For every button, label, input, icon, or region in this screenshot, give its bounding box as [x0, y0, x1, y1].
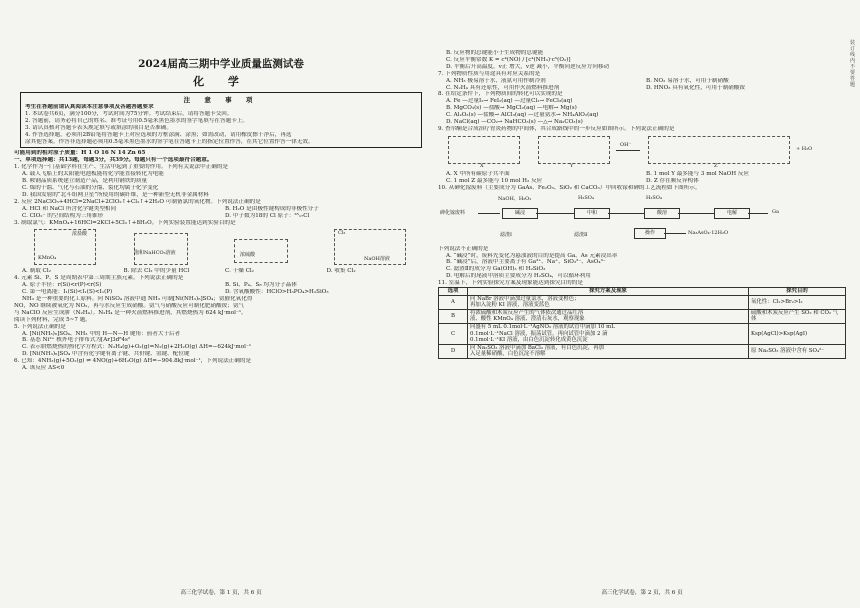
- table-cell: [468, 344, 749, 358]
- reading-instruction: 阅读下列材料，完成 5~7 题。: [14, 316, 91, 323]
- table-cell: 原 Na₂SO₃ 溶液中含有 SO₄²⁻: [749, 344, 846, 358]
- flow-arrow: [678, 213, 714, 214]
- option: B. 鞍钢品质系统建立制造产品，是利用钢铁的质量: [22, 178, 148, 185]
- molecule-label: Z: [714, 162, 718, 169]
- option: B. 反应物的总键能小于生成物的总键能: [446, 50, 544, 56]
- flow-step-operation: 操作: [634, 228, 666, 239]
- flow-residue: 滤渣Ⅱ: [574, 231, 588, 238]
- table-cell: C: [439, 324, 468, 345]
- option: D. 含氧酸酸性：HClO>H₃PO₄>H₂SiO₃: [225, 289, 329, 296]
- table-cell: [468, 295, 749, 309]
- question-10: 10. 从砷化镓废料（主要成分为 GaAs、Fe₂O₃、SiO₂ 和 CaCO₃）中回收镓和砷的工艺流程如下图所示。: [438, 184, 701, 191]
- atomic-masses: 可能用到的相对原子质量：H 1 O 16 N 14 Zn 65: [14, 150, 146, 157]
- option: C. 1 mol Z 最多能与 10 mol H₂ 反应: [446, 177, 543, 184]
- option: B. 1 mol Y 最多能与 3 mol NaOH 反应: [646, 170, 750, 177]
- question-7: 7. 下列物质性质与用途具有对应关系的是: [438, 70, 541, 77]
- question-11: 11. 室温下，下列实验探究方案及现象能达到探究目的的是: [438, 280, 583, 287]
- fig-label: KMnO₄: [38, 255, 57, 262]
- cell-line: 向 NaBr 溶液中滴加过量氯水，溶液变橙色；: [470, 295, 580, 302]
- process-flowchart: [438, 193, 846, 245]
- table-cell: A: [439, 295, 468, 309]
- option: D. [Ni(NH₃)₆]SO₄ 中含有化学键有离子键、共价键、氢键、配位键: [22, 351, 190, 358]
- fig-label: Cl₂: [338, 230, 346, 237]
- question-8: 8. 在给定条件下，下列物质间的转化可以实现的是: [438, 91, 563, 98]
- molecule-z-image: [648, 136, 790, 164]
- flow-residue: 滤渣Ⅰ: [500, 231, 512, 238]
- table-header-row: [439, 288, 846, 296]
- reaction-condition: OH⁻: [620, 141, 632, 148]
- option: D. Z 存在顺反异构体: [646, 177, 699, 184]
- molecule-x-image: [448, 136, 520, 164]
- notice-item: 涂其他答案。作答非选择题必须用0.5毫米黑色墨水的签字笔在答题卡上的指定位置作答，在其它位置作答一律无效。: [25, 138, 314, 145]
- question-4: 4. 元素 Si、P、S 是周期表中第三周期主族元素。下列说法正确的是: [14, 275, 184, 282]
- option: D. 我国发射的“北斗组网卫星”所使用的碳纤维，是一种新型无机非金属材料: [22, 191, 209, 198]
- cell-line: 再加入淀粉 KI 溶液，溶液变蓝色: [470, 302, 550, 309]
- reading-material: NH₃ 是一种重要的化工原料。向 NiSO₄ 溶液中通 NH₃ 可制[Ni(NH₃)₆]SO₄；氨催化氧化得: [22, 296, 253, 303]
- question-5: 5. 下列说法正确的是: [14, 323, 66, 330]
- flow-label: 砷化镓废料: [440, 209, 466, 216]
- cell-line: 液、酸性 KMnO₄ 溶液、澄清石灰水，观察现象: [470, 316, 585, 323]
- molecule-label: X: [480, 162, 484, 169]
- page-1: [14, 50, 428, 602]
- option: B. 除去 Cl₂ 中的少量 HCl: [123, 268, 190, 275]
- flow-step-dissolve: 酸溶: [644, 208, 680, 219]
- option: C. 干燥 Cl₂: [225, 268, 254, 275]
- table-row: [439, 344, 846, 358]
- option: A. 原子半径：r(Si)<r(P)<r(S): [22, 282, 102, 289]
- option: B. 基态 Ni²⁺ 核外电子排布式为[Ar]3d⁸4s²: [22, 337, 131, 344]
- option: D. HNO₃ 具有氧化性，可用于制硝酸铵: [646, 84, 745, 91]
- cell-line: 0.1mol·L⁻¹NaCl 溶液，振荡试管，再向试管中滴加 2 滴: [470, 330, 608, 337]
- option: D. 收集 Cl₂: [326, 268, 356, 275]
- table-cell: 硫酸和木炭反应产生 SO₂ 和 CO₂ 气体: [749, 309, 846, 323]
- option: D. 中子数为18的 Cl 原子：³⁵₁₇Cl: [225, 212, 310, 219]
- page-2: [438, 50, 846, 602]
- flow-step-neutralize: 中和: [574, 208, 610, 219]
- option: B. “碱浸”后，溶液中主要离子有 Ga³⁺、Na⁺、SiO₃²⁻、AsO₄³⁻: [446, 259, 606, 266]
- notice-item: 3. 请认真核对答题卡表头规定填写或填涂的项目是否准确。: [25, 124, 172, 131]
- table-cell: [468, 324, 749, 345]
- option: D. 平衡后升高温度，v正 增大，v逆 减小，平衡向逆反应方向移动: [446, 63, 610, 70]
- experiment-table: [438, 287, 846, 359]
- notice-item: 1. 本试卷共6页，满分100分，考试时间为75分钟。考试结束后，请将答题卡交回。: [25, 110, 233, 117]
- option: A. X 中所有碳原子共平面: [446, 170, 510, 177]
- option: A. Fe —过量I₂→ FeI₂(aq) —过量Cl₂→ FeCl₃(aq): [446, 98, 573, 105]
- question-2: 2. 反应 2NaClO₃+4HCl=2NaCl+2ClO₂↑+Cl₂↑+2H₂O 可制备氯的氧化物。下列说法正确的是: [14, 198, 261, 205]
- page-footer: 高三化学试卷，第 1 页，共 6 页: [180, 590, 262, 596]
- flow-product: Ga: [772, 208, 779, 215]
- option: C. ClO₂⁻ 的空间结构为三角锥形: [22, 212, 104, 219]
- option: C. 反应平衡常数 K = c⁴(NO) / [c⁴(NH₃)·c⁵(O₂)]: [446, 56, 571, 63]
- question-6: 6. 已知：4NH₃(g)+5O₂(g) ⇌ 4NO(g)+6H₂O(g) ΔH=−904.8kJ·mol⁻¹，下列说法正确的是: [14, 358, 252, 365]
- reaction-figure: [438, 134, 846, 170]
- cell-line: 入足量稀硝酸，白色沉淀不溶解: [470, 351, 546, 358]
- table-header: 探究目的: [749, 288, 846, 296]
- option: A. NH₃ 极易溶于水，液氨可用作制冷剂: [446, 77, 546, 84]
- option: C. 表示肼燃烧热的热化学方程式：N₂H₄(g)+O₂(g)=N₂(g)+2H₂O(g) ΔH=−624kJ·mol⁻¹: [22, 344, 252, 351]
- table-header: 探究方案及现象: [468, 288, 749, 296]
- notice-title: 注 意 事 项: [183, 96, 259, 104]
- flow-arrow: [608, 213, 644, 214]
- fig-label: 浓盐酸: [72, 231, 88, 238]
- option: A. 制取 Cl₂: [22, 268, 51, 275]
- table-cell: [468, 309, 749, 323]
- option: A. 载人飞船上的太阳能电池板能将化学能直接转化为电能: [22, 171, 164, 178]
- question-9: 9. 查尔酮是合成治疗胃炎药物的中间体，其合成路线中的一步反应如图所示。下列说法正确的是: [438, 125, 675, 132]
- option: C. 煤的干馏、气化与石油的分馏、裂化均属于化学变化: [22, 184, 159, 191]
- option: B. NO₂ 易溶于水，可用于制硝酸: [646, 77, 729, 84]
- question-3: 3. 制取氯气：KMnO₄+16HCl=2KCl+5Cl₂↑+8H₂O。下列实验装置能达到实验目的是: [14, 219, 236, 226]
- option: A. “碱浸”时，废料先变化为悬浊液的目的是提高 Ga、As 元素浸出率: [446, 252, 618, 259]
- flow-reagent: H₂SO₄: [578, 194, 594, 201]
- flow-arrow: [748, 213, 768, 214]
- table-cell: 氧化性：Cl₂>Br₂>I₂: [749, 295, 846, 309]
- notice-intro: 考生在答题前请认真阅读本注意事项及各题答题要求: [25, 104, 154, 110]
- option: A. 该反应 ΔS<0: [22, 365, 65, 372]
- option: C. 第一电离能：I₁(Si)<I₁(S)<I₁(P): [22, 289, 113, 296]
- page-footer: 高三化学试卷，第 2 页，共 6 页: [601, 590, 683, 596]
- option: C. 滤渣Ⅱ的成分为 Ga(OH)₃ 和 H₂SiO₃: [446, 266, 546, 273]
- table-cell: D: [439, 344, 468, 358]
- flow-arrow: [478, 213, 500, 214]
- fig-label: 浓硫酸: [240, 252, 256, 259]
- option: A. [Ni(NH₃)₆]SO₄、NH₃ 中的 H—N—H 键角：前者大于后者: [22, 330, 181, 337]
- reading-material: NO，NO 继续被氧化为 NO₂，再与水反应生成硝酸。氨气与硝酸反应可制化肥硝酸铵；氨气: [14, 302, 245, 309]
- notice-item: 4. 作答选择题，必须用2B铅笔将答题卡上对应选项的方框涂满、涂黑；如需改动，请用橡皮擦干净后，再选: [25, 131, 292, 138]
- cell-line: 向 Na₂SO₃ 溶液中滴加 BaCl₂ 溶液，有白色沉淀，再加: [470, 344, 605, 351]
- option: D. NaCl(aq) —CO₂→ NaHCO₃(s) —△→ Na₂CO₃(s): [446, 119, 583, 126]
- notice-item: 2. 答题前，请务必将自己的姓名、准考证号用0.5毫米黑色墨水的签字笔填写在答题卡上。: [25, 117, 248, 124]
- option: B. H₂O 是由极性键构成的非极性分子: [225, 205, 319, 212]
- flow-arrow: [664, 233, 686, 234]
- flow-reagent: H₂SO₄: [646, 194, 662, 201]
- option: C. Al₂O₃(s) —盐酸→ AlCl₃(aq) —过量氨水→ NH₄AlO₂(aq): [446, 112, 599, 119]
- molecule-label: Y: [570, 162, 574, 169]
- flow-step-electrolysis: 电解: [714, 208, 750, 219]
- molecule-y-image: [538, 136, 610, 164]
- flow-reagent: NaOH、H₂O₂: [498, 195, 532, 202]
- notice-box: [20, 92, 422, 148]
- cell-line: 将浓硫酸和木炭反应产生的气体依次通过品红溶: [470, 309, 584, 316]
- section-heading: 一、单项选择题：共13题，每题3分，共39分。每题只有一个选项最符合题意。: [14, 157, 213, 164]
- fig-label: NaOH溶液: [364, 256, 390, 263]
- option: B. MgCO₃(s) —盐酸→ MgCl₂(aq) —电解→ Mg(s): [446, 105, 577, 112]
- byproduct: + H₂O: [796, 145, 813, 152]
- flow-arrow: [536, 213, 574, 214]
- flow-step-leach: 碱浸: [502, 208, 538, 219]
- table-row: [439, 295, 846, 309]
- table-header: 选项: [439, 288, 468, 296]
- exam-title: 2024届高三期中学业质量监测试卷: [138, 58, 304, 70]
- table-row: [439, 324, 846, 345]
- question-1: 1. 化学作为一门基础学科在生产、生活中起到了重要的作用。下列有关说法中正确的是: [14, 164, 229, 171]
- flow-product: Na₃AsO₄·12H₂O: [688, 229, 729, 236]
- cell-line: 0.1mol·L⁻¹KI 溶液，由白色沉淀转化成黄色沉淀: [470, 337, 588, 344]
- question-10-prompt: 下列说法不正确的是: [438, 245, 489, 252]
- cell-line: 向盛有 5 mL 0.1mol·L⁻¹AgNO₃ 溶液的试管中滴加 10 mL: [470, 324, 615, 330]
- table-cell: B: [439, 309, 468, 323]
- reading-material: 与 NaClO 反应生成肼（N₂H₄）。N₂H₄ 是一种火箭燃料推进剂，其燃烧热为 624 kJ·mol⁻¹。: [14, 309, 247, 316]
- option: A. HCl 和 NaCl 所含化学键类型相同: [22, 205, 117, 212]
- table-cell: Ksp(AgCl)>Ksp(AgI): [749, 324, 846, 345]
- reaction-arrow: [616, 150, 640, 151]
- option: C. N₂H₄ 具有还原性，可用作火箭燃料推进剂: [446, 84, 560, 91]
- exam-subject: 化 学: [193, 75, 249, 88]
- binding-margin-note: 装订线内不要答题: [850, 40, 856, 88]
- option: B. Si、P₄、S₈ 均为分子晶体: [225, 282, 297, 289]
- fig-label: 饱和NaHCO₃溶液: [134, 250, 176, 257]
- apparatus-figure: [14, 227, 428, 267]
- option: D. 电解后的尾液中溶质主要成分为 H₂SO₄，可以循环利用: [446, 273, 591, 280]
- table-row: [439, 309, 846, 323]
